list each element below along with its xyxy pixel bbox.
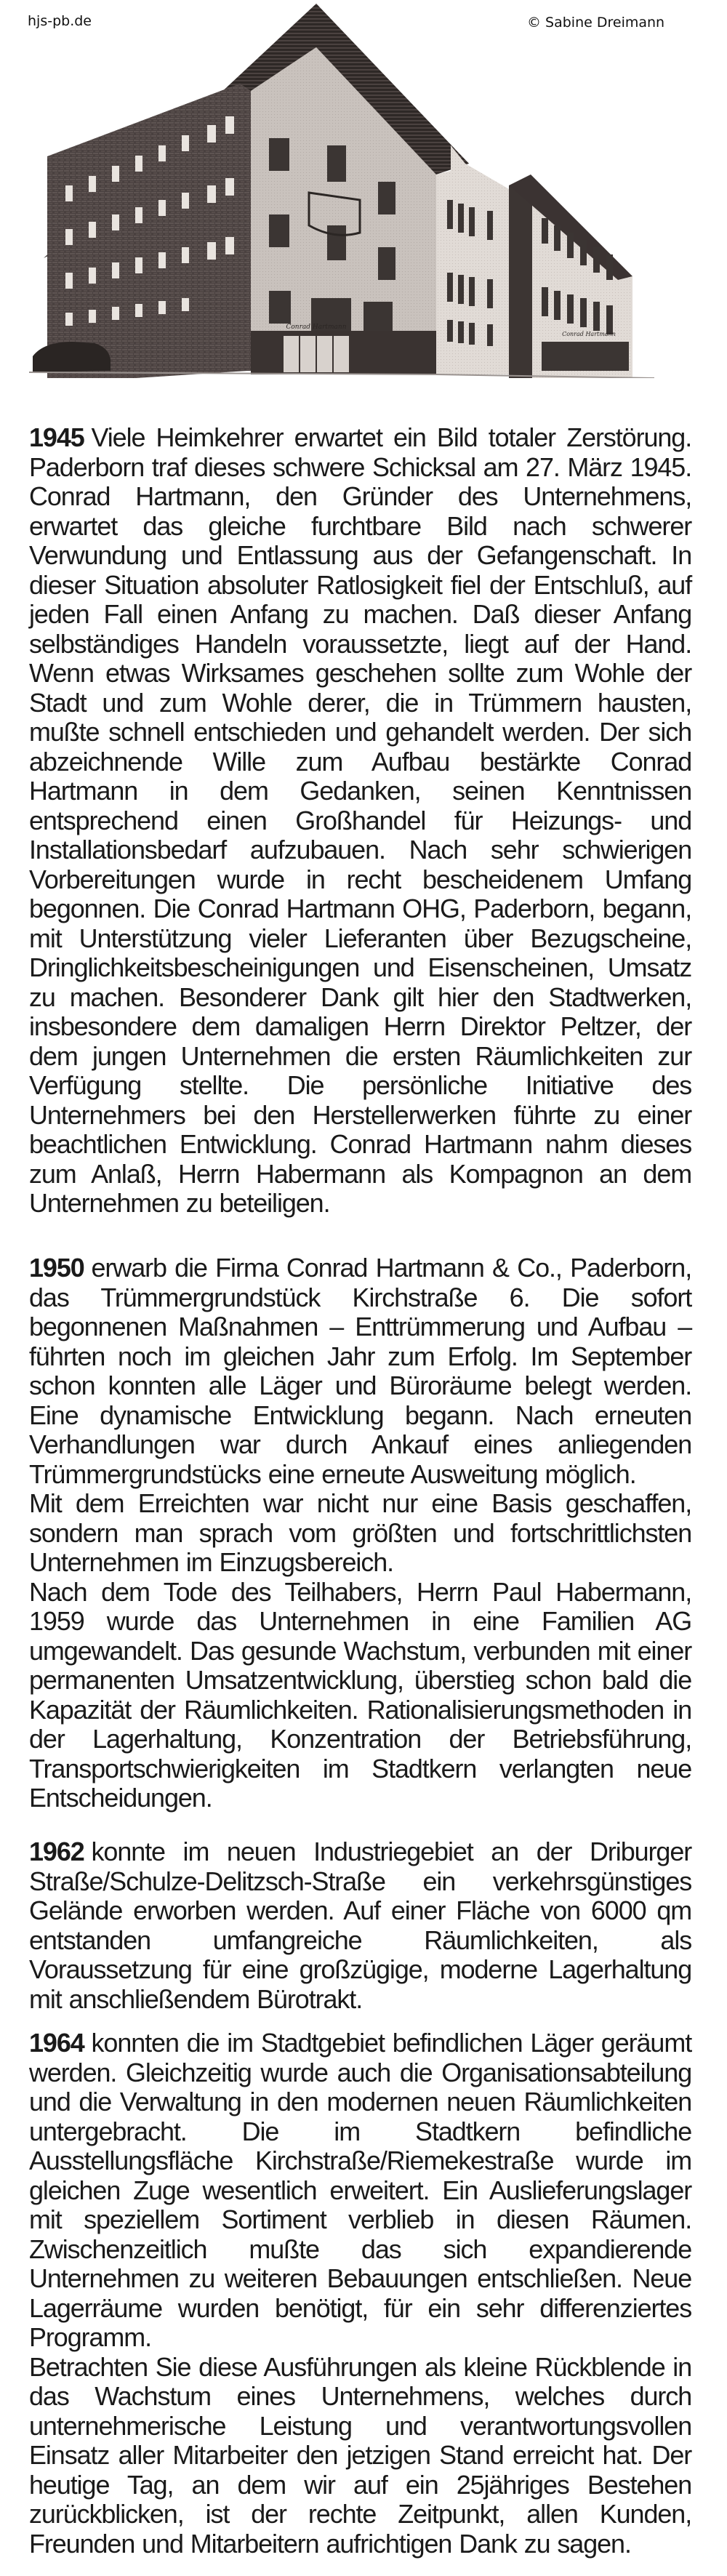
section-text: konnten die im Stadtgebiet befindlichen Läger geräumt werden. Gleichzeitig wurde auch die Organisationsabteilung und die Verwaltung in den modernen neuen Räumlichkeiten untergebracht. Die im Stadtkern befindliche Ausstellungsfläche Kirchstraße/Riemekestraße wurde im gleichen Zuge wesentlich erweitert. Ein Auslieferungslager mit speziellem Sortiment verblieb in diesen Räumen. Zwischenzeitlich mußte das sich expandierende Unternehmen zu weiteren Bebauungen entschließen. Neue Lagerräume wurden benötigt, für ein sehr differenziertes Programm. <box>29 2028 692 2352</box>
section-paragraph: Betrachten Sie diese Ausführungen als kleine Rückblende in das Wachstum eines Unternehmens, welches durch unternehmerische Leistung und verantwortungsvollen Einsatz aller Mitarbeiter den jetzigen Stand erreicht hat. Der heutige Tag, an dem wir auf ein 25jähriges Bestehen zurückblicken, ist der rechte Zeitpunkt, allen Kunden, Freunden und Mitarbeitern aufrichtigen Dank zu sagen. <box>29 2351 692 2559</box>
section-1964 <box>29 2029 691 2559</box>
section-year: 1950 <box>29 1253 84 1283</box>
section-1962 <box>29 1837 691 2014</box>
section-paragraph: Mit dem Erreichten war nicht nur eine Basis geschaffen, sondern man sprach vom größten und fortschrittlichsten Unternehmen im Einzugsbereich. <box>29 1488 692 1577</box>
section-text: erwarb die Firma Conrad Hartmann & Co., Paderborn, das Trümmergrundstück Kirchstraße 6. Die sofort begonnenen Maßnahmen – Enttrümmerung und Aufbau – führten noch im gleichen Jahr zum Erfolg. Im September schon konnten alle Läger und Büroräume belegt werden. Eine dynamische Entwicklung begann. Nach erneuten Verhandlungen war durch Ankauf eines anliegenden Trümmergrundstücks eine erneute Ausweitung möglich. <box>29 1253 692 1489</box>
building-photo <box>29 0 654 378</box>
shop-sign-left: Conrad Hartmann <box>286 324 347 331</box>
section-year: 1964 <box>29 2028 84 2058</box>
copyright-notice: © Sabine Dreimann <box>527 15 665 31</box>
section-year: 1962 <box>29 1837 84 1866</box>
section-paragraph <box>29 1837 691 2014</box>
section-paragraph <box>29 1253 691 1489</box>
section-year: 1945 <box>29 422 84 452</box>
section-paragraph <box>29 2029 691 2353</box>
section-text: Viele Heimkehrer erwartet ein Bild totaler Zerstörung. Paderborn traf dieses schwere Schicksal am 27. März 1945. Conrad Hartmann, den Gründer des Unternehmens, erwartet das gleiche furchtbare Bild nach schwerer Verwundung und Entlassung aus der Gefangenschaft. In dieser Situation absoluter Ratlosigkeit fiel der Entschluß, auf jeden Fall einen Anfang zu machen. Daß dieser Anfang selbständiges Handeln voraussetzte, liegt auf der Hand. Wenn etwas Wirksames geschehen sollte zum Wohle der Stadt und zum Wohle derer, die in Trümmern hausten, mußte schnell entschieden und gehandelt werden. Der sich abzeichnende Wille zum Aufbau bestärkte Conrad Hartmann in dem Gedanken, seinen Kenntnissen entsprechend einen Großhandel für Heizungs- und Installationsbedarf aufzubauen. Nach sehr schwierigen Vorbereitungen wurde in recht bescheidenem Umfang begonnen. Die Conrad Hartmann OHG, Paderborn, begann, mit Unterstützung vieler Lieferanten über Bezugscheine, Dringlichkeitsbescheinigungen und Eisenscheinen, Umsatz zu machen. Besonderer Dank gilt hier den Stadtwerken, insbesondere dem damaligen Herrn Direktor Peltzer, der dem jungen Unternehmen die ersten Räumlichkeiten zur Verfügung stellte. Die persönliche Initiative des Unternehmers bei den Herstellerwerken führte zu einer beachtlichen Entwicklung. Conrad Hartmann nahm dieses zum Anlaß, Herrn Habermann als Kompagnon an dem Unternehmen zu beteiligen. <box>29 422 692 1218</box>
section-1950 <box>29 1253 691 1813</box>
section-text: konnte im neuen Industriegebiet an der Driburger Straße/Schulze-Delitzsch-Straße ein verkehrsgünstiges Gelände erworben werden. Auf einer Fläche von 6000 qm entstanden umfangreiche Räumlichkeiten, als Voraussetzung für eine großzügige, moderne Lagerhaltung mit anschließendem Bürotrakt. <box>29 1837 692 2014</box>
section-1945 <box>29 423 691 1219</box>
section-paragraph: Nach dem Tode des Teilhabers, Herrn Paul Habermann, 1959 wurde das Unternehmen in eine Familien AG umgewandelt. Das gesunde Wachstum, verbunden mit einer permanenten Umsatzentwicklung, überstieg schon bald die Kapazität der Räumlichkeiten. Rationalisierungsmethoden in der Lagerhaltung, Konzentration der Betriebsführung, Transportschwierigkeiten im Stadtkern verlangten neue Entscheidungen. <box>29 1576 692 1813</box>
section-paragraph <box>29 423 691 1219</box>
shop-sign-right: Conrad Hartmann <box>562 331 616 337</box>
site-watermark: hjs-pb.de <box>28 13 92 29</box>
